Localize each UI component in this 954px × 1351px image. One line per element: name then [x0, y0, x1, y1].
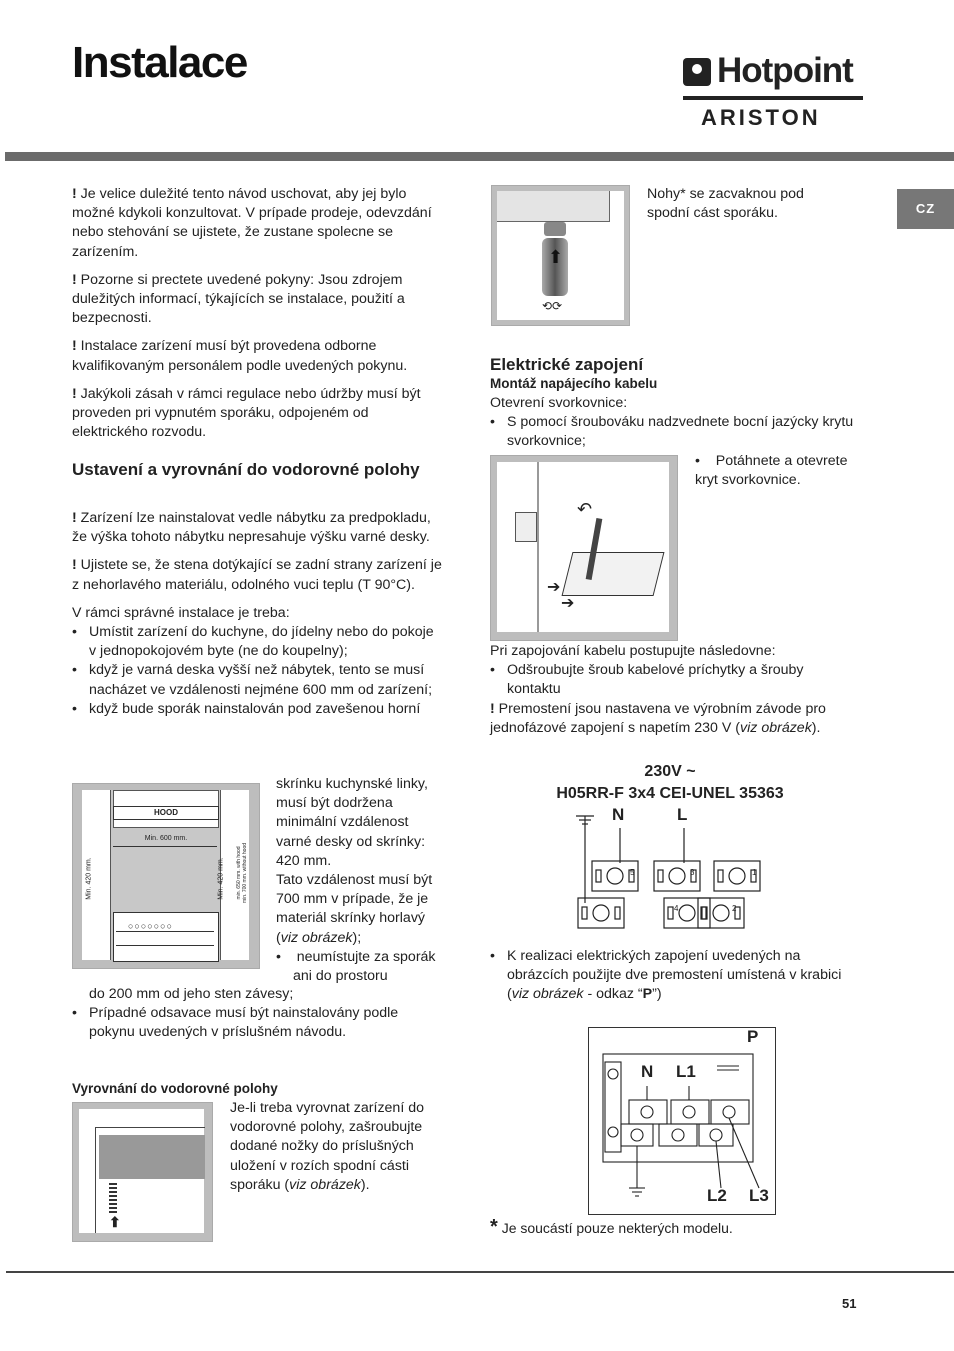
warning-furniture: ! Zarízení lze nainstalovat vedle nábytku za predpokladu, že výška tohoto nábytku nepresahuje výšku varné desky.: [72, 510, 431, 546]
hood-label: HOOD: [113, 806, 219, 820]
subtitle-cable: Montáž napájecího kabelu: [490, 376, 658, 391]
terminal-box-figure: [490, 455, 678, 641]
min420-label-right: Min. 420 mm.: [217, 857, 225, 900]
logo-square-icon: [683, 58, 711, 86]
terminal-number: 5: [630, 868, 635, 877]
list-item: • když je varná deska vyšší než nábytek, tento se musí nacházet ve vzdálenosti nejméne 600 mm od zarízení;: [72, 661, 444, 699]
list-item: • Odšroubujte šroub kabelové príchytky a šrouby kontaktu: [490, 661, 860, 699]
cooker-drawing: ○○○○○○○: [113, 912, 219, 962]
list-item: • K realizaci elektrických zapojení uvedených na obrázcích použijte dve premostení umístená v krabici (viz obrázek - odkaz “P”): [490, 947, 860, 1005]
arrow-icon: ➔: [561, 595, 575, 612]
terminal-box: [562, 552, 665, 596]
left-column-intro: [72, 185, 444, 451]
installation-text: [72, 509, 444, 719]
footer-divider: [6, 1271, 954, 1273]
curved-arrow-icon: ↶: [577, 499, 593, 519]
wiring-diagram-bridges: [588, 1027, 776, 1215]
wiring-diagram-single-phase: [570, 805, 780, 933]
min420-label-left: Min. 420 mm.: [85, 857, 93, 900]
min600-label: Min. 600 mm.: [144, 835, 188, 842]
label-L1: L1: [676, 1062, 696, 1081]
arrow-icon: ➔: [547, 579, 561, 596]
min650-label: min. 650 mm. with hood: [236, 846, 242, 900]
label-N: N: [612, 805, 625, 824]
warning-wall: ! Ujistete se, že stena dotýkající se zadní strany zarízení je z nehorlavého materiálu, odolného vuci teplu (T 90°C).: [72, 557, 442, 593]
feet-note: Nohy* se zacvaknou pod spodní cást sporáku.: [647, 186, 804, 222]
intro-paragraph: ! Pozorne si prectete uvedené pokyny: Jsou zdrojem duležitých informací, týkajících se instalace, použití a bezpecnosti.: [72, 271, 405, 327]
language-tab: CZ: [897, 189, 954, 229]
foot-screw-icon: [109, 1183, 117, 1213]
bridge-text: [490, 947, 860, 1005]
header-divider: [5, 152, 954, 161]
section-title-electrical: Elektrické zapojení: [490, 355, 644, 374]
label-N: N: [641, 1062, 654, 1081]
bridge-board-svg: [589, 1028, 775, 1214]
label-P: P: [747, 1027, 759, 1046]
rotate-icon: ⟲⟳: [542, 299, 563, 313]
label-L: L: [677, 805, 688, 824]
section-title-installation: Ustavení a vyrovnání do vodorovné polohy: [72, 460, 420, 479]
feet-figure: [491, 185, 630, 326]
pull-cover-text: • Potáhnete a otevrete kryt svorkovnice.: [695, 453, 848, 489]
installation-list: [72, 623, 444, 719]
intro-paragraph: ! Jakýkoli zásah v rámci regulace nebo údržby musí být proveden pri vypnutém sporáku, odpojeném od elektrického rozvodu.: [72, 385, 421, 441]
up-arrow-icon: ⬆: [548, 247, 564, 267]
terminal-number: 3: [690, 868, 695, 877]
logo-sub: ARISTON: [701, 105, 821, 130]
label-L3: L3: [749, 1186, 769, 1205]
installation-list-continued: do 200 mm od jeho sten závesy; • Prípadné odsavace musí být nainstalovány podle pokynu uvedených v príslušném návodu.: [72, 985, 444, 1043]
terminal-number: 4: [674, 904, 679, 913]
list-intro: V rámci správné instalace je treba:: [72, 604, 290, 621]
list-item: • když bude sporák nainstalován pod zavešenou horní: [72, 700, 444, 719]
hood-side-text: skrínku kuchynské linky, musí být dodržena minimální vzdálenost varné desky od skrínky: 420 mm. Tato vzdálenost musí být 700 mm v prípade, že je materiál skrínky horlavý (viz obrázek); • neumístujte za sporák ani do prostoru: [276, 776, 436, 985]
page-title: Instalace: [72, 38, 247, 87]
page-number: 51: [842, 1296, 857, 1311]
intro-paragraph: ! Instalace zarízení musí být provedena odborne kvalifikovaným personálem podle uvedených pokynu.: [72, 338, 408, 374]
logo-brand: Hotpoint: [717, 51, 853, 90]
leveling-figure: [72, 1102, 213, 1242]
hotpoint-ariston-logo: [683, 51, 865, 134]
subtitle-leveling: Vyrovnání do vodorovné polohy: [72, 1081, 278, 1096]
intro-paragraph: ! Je velice duležité tento návod uschovat, aby jej bylo možné kdykoli konzultovat. V prípade prodeje, odevzdání nebo stehování se ujistete, že zustane spolecne se zarízením.: [72, 186, 432, 260]
up-arrow-icon: ⬆: [109, 1214, 121, 1230]
terminal-number: 2: [732, 904, 737, 913]
leveling-text: Je-li treba vyrovnat zarízení do vodorovné polohy, zašroubujte dodané nožky do príslušných uložení v rozích spodní cásti sporáku (viz obrázek).: [230, 1100, 424, 1193]
footnote: * Je soucástí pouze nekterých modelu.: [490, 1216, 733, 1238]
min700-label: min. 700 mm. without hood: [242, 842, 248, 904]
terminal-number: 1: [752, 868, 757, 877]
wiring-diagram-title: 230V ~ H05RR-F 3x4 CEI-UNEL 35363: [556, 763, 784, 802]
label-L2: L2: [707, 1186, 727, 1205]
hood-clearance-figure: [72, 783, 260, 969]
open-terminal-text: Otevrení svorkovnice: • S pomocí šroubováku nadzvednete bocní jazýcky krytu svorkovnice;: [490, 394, 860, 452]
list-item: • Prípadné odsavace musí být nainstalovány podle pokynu uvedených v príslušném návodu.: [72, 1004, 444, 1042]
connect-text: Pri zapojování kabelu postupujte následovne: • Odšroubujte šroub kabelové príchytky a šrouby kontaktu ! Premostení jsou nastavena ve výrobním závode pro jednofázové zapojení s napetím 230 V (viz obrázek).: [490, 642, 860, 738]
list-item: • S pomocí šroubováku nadzvednete bocní jazýcky krytu svorkovnice;: [490, 413, 860, 451]
list-item: • Umístit zarízení do kuchyne, do jídelny nebo do pokoje v jednopokojovém byte (ne do koupelny);: [72, 623, 444, 661]
